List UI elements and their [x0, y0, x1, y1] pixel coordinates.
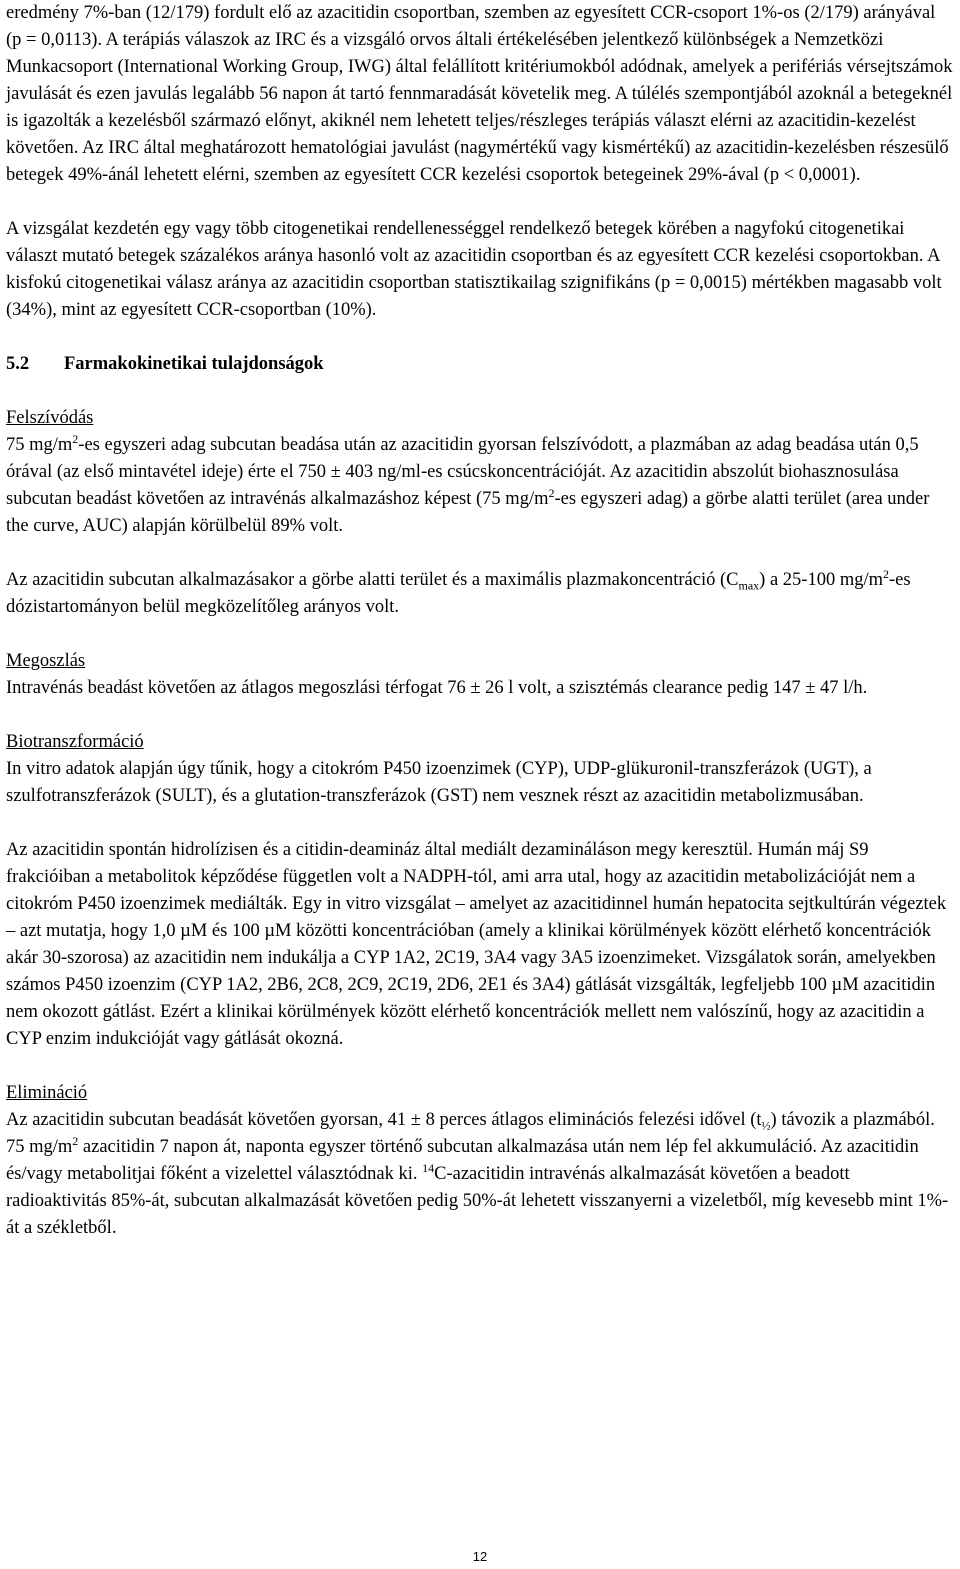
paragraph-absorption-1: 75 $mg/m^2-es$ egyszeri adag subcutan beadása után az azacitidin gyorsan felszívódott, a plazmában az adag beadása után 0,5 órával (az első mintavétel ideje) érte el 750 ± 403 ng/ml-es csúcskoncentrációját. Az azacitidin abszolút biohasznosulása subcutan beadást követően az intravénás alkalmazáshoz képest (75 $mg/m^2-es$ egyszeri adag) a görbe alatti terület (area under the curve, AUC) alapján körülbelül 89% volt.: [6, 431, 930, 536]
paragraph-elimination: Az azacitidin subcutan beadását követően gyorsan, 41 ± 8 perces átlagos eliminációs felezési idővel $(t_{\frac{1}{2}})$ távozik a plazmából. 75 $mg/m^2$ azacitidin 7 napon át, naponta egyszer történő subcutan alkalmazása után nem lép fel akkumuláció. Az azacitidin és/vagy metabolitjai főként a vizelettel választódnak ki. $^{14}$C-azacitidin intravénás alkalmazását követően a beadott radioaktivitás 85%-át, subcutan alkalmazását követően pedig 50%-át lehetett visszanyerni a vizeletből, míg kevesebb mint 1%-át a székletből.: [6, 1110, 949, 1238]
subheading-elimination: Elimináció: [6, 1083, 88, 1103]
section-heading: [6, 351, 954, 378]
subheading-absorption: Felszívódás: [6, 408, 94, 428]
page-number: 12: [472, 1549, 488, 1564]
paragraph-cytogenetic-response: A vizsgálat kezdetén egy vagy több citogenetikai rendellenességgel rendelkező betegek körében a nagyfokú citogenetikai választ mutató betegek százalékos aránya hasonló volt az azacitidin csoportban és az egyesített CCR kezelési csoportokban. A kisfokú citogenetikai válasz aránya az azacitidin csoportban statisztikailag szignifikáns (p = 0,0015) mértékben magasabb volt (34%), mint az egyesített CCR-csoportban (10%).: [6, 219, 942, 320]
document-page: [6, 0, 954, 1242]
subheading-biotransformation: Biotranszformáció: [6, 732, 144, 752]
subheading-distribution: Megoszlás: [6, 651, 86, 671]
paragraph-response-results: eredmény 7%-ban (12/179) fordult elő az azacitidin csoportban, szemben az egyesített CCR-csoport 1%-os (2/179) arányával (p = 0,0113). A terápiás válaszok az IRC és a vizsgáló orvos általi értékelésében jelentkező különbségek a Nemzetközi Munkacsoport (International Working Group, IWG) által felállított kritériumokból adódnak, amelyek a perifériás vérsejtszámok javulását és ezen javulás legalább 56 napon át tartó fennmaradását követelik meg. A túlélés szempontjából azoknál a betegeknél is igazolták a kezelésből származó előnyt, akiknél nem lehetett teljes/részleges terápiás választ elérni az azacitidin-kezelést követően. Az IRC által meghatározott hematológiai javulást (nagymértékű vagy kismértékű) az azacitidin-kezelésben részesülő betegek 49%-ánál lehetett elérni, szemben az egyesített CCR kezelési csoportok betegeinek 29%-ával (p < 0,0001).: [6, 3, 953, 185]
paragraph-absorption-2: Az azacitidin subcutan alkalmazásakor a görbe alatti terület és a maximális plazmakoncentráció $(C_{max})$ a 25-100 $mg/m^2-es$ dózistartományon belül megközelítőleg arányos volt.: [6, 566, 911, 617]
section-number: 5.2: [6, 354, 30, 374]
paragraph-biotransformation-1: In vitro adatok alapján úgy tűnik, hogy a citokróm P450 izoenzimek (CYP), UDP-glükuronil-transzferázok (UGT), a szulfotranszferázok (SULT), és a glutation-transzferázok (GST) nem vesznek részt az azacitidin metabolizmusában.: [6, 759, 872, 806]
section-title: Farmakokinetikai tulajdonságok: [64, 354, 324, 374]
paragraph-biotransformation-2: Az azacitidin spontán hidrolízisen és a citidin-deamináz által mediált dezamináláson megy keresztül. Humán máj S9 frakcióiban a metabolitok képződése független volt a NADPH-tól, ami arra utal, hogy az azacitidin metabolizációját nem a citokróm P450 izoenzimek mediálták. Egy in vitro vizsgálat – amelyet az azacitidinnel humán hepatocita sejtkultúrán végeztek – azt mutatja, hogy 1,0 µM és 100 µM közötti koncentrációban (amely a klinikai körülmények között elérhető koncentrációk akár 30-szorosa) az azacitidin nem indukálja a CYP 1A2, 2C19, 3A4 vagy 3A5 izoenzimeket. Vizsgálatok során, amelyekben számos P450 izoenzim (CYP 1A2, 2B6, 2C8, 2C9, 2C19, 2D6, 2E1 és 3A4) gátlását vizsgálták, legfeljebb 100 µM azacitidin nem okozott gátlást. Ezért a klinikai körülmények között elérhető koncentrációk mellett nem valószínű, hogy az azacitidin a CYP enzim indukcióját vagy gátlását okozná.: [6, 840, 947, 1049]
paragraph-distribution: Intravénás beadást követően az átlagos megoszlási térfogat 76 ± 26 l volt, a szisztémás clearance pedig 147 ± 47 l/h.: [6, 678, 868, 698]
